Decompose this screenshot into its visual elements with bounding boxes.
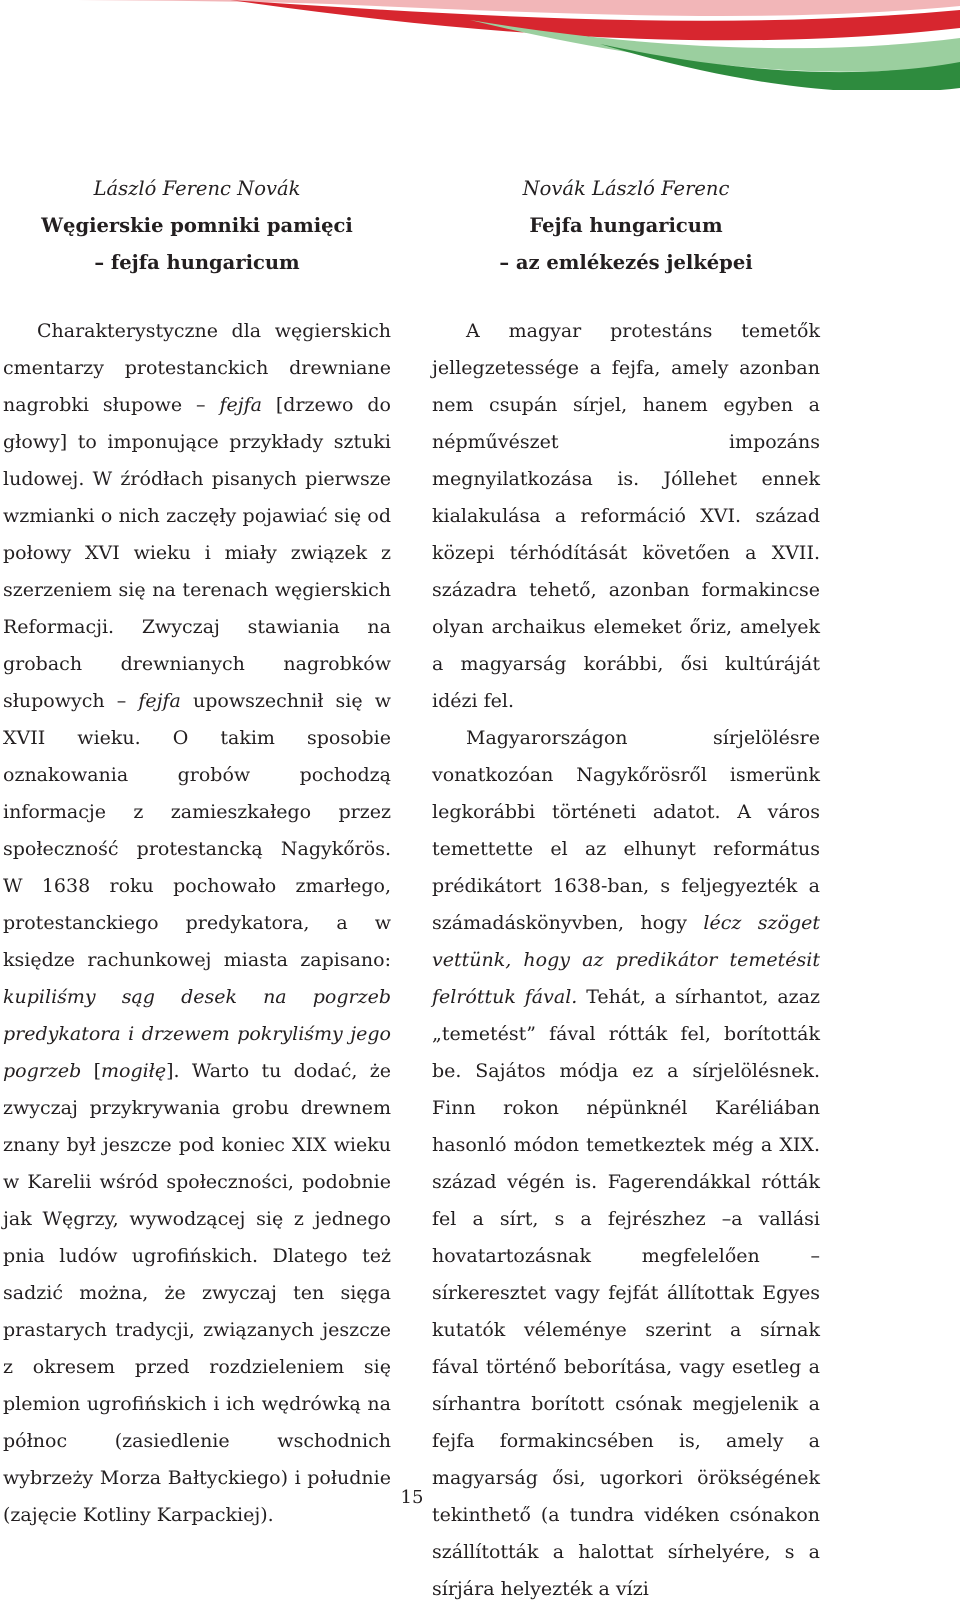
italic-phrase: lécz szöget vettünk, hogy az predikátor temetésit felróttuk fával. bbox=[432, 912, 820, 1008]
title-polish-line2: – fejfa hungaricum bbox=[94, 251, 300, 274]
author-name-hungarian: Novák László Ferenc bbox=[522, 177, 730, 200]
hungarian-text-column bbox=[432, 313, 820, 1608]
text-run: [drzewo do głowy] to imponujące przykłady sztuki ludowej. W źródłach pisanych pierwsze wzmianki o nich zaczęły pojawiać się od połowy XVI wieku i miały związek z szerzeniem się na terenach węgierskich Reformacji. Zwyczaj stawiania na grobach drewnianych nagrobków słupowych – bbox=[3, 394, 391, 712]
polish-text-column bbox=[3, 313, 391, 1534]
italic-phrase: mogiłę bbox=[100, 1060, 167, 1082]
hungarian-flag-ribbon bbox=[0, 0, 960, 90]
header-polish bbox=[0, 170, 394, 281]
text-run: upowszechnił się w XVII wieku. O takim sposobie oznakowania grobów pochodzą informacje z zamieszkałego przez społeczność protestancką Nagykőrös. W 1638 roku pochowało zmarłego, protestanckiego predykatora, a w księdze rachunkowej miasta zapisano: bbox=[3, 690, 391, 971]
hungarian-paragraph-1 bbox=[432, 313, 820, 720]
text-run: ]. Warto tu dodać, że zwyczaj przykrywania grobu drewnem znany był jeszcze pod koniec XIX wieku w Karelii wśród społeczności, podobnie jak Węgrzy, wywodzącej się z jednego pnia ludów ugrofińskich. Dlatego też sadzić można, że zwyczaj ten sięga prastarych tradycji, związanych jeszcze z okresem przed rozdzieleniem się plemion ugrofińskich i ich wędrówką na północ (zasiedlenie wschodnich wybrzeży Morza Bałtyckiego) i południe (zajęcie Kotliny Karpackiej). bbox=[3, 1060, 392, 1526]
header-hungarian bbox=[432, 170, 820, 281]
title-hungarian-line1: Fejfa hungaricum bbox=[529, 214, 723, 237]
polish-paragraph bbox=[3, 313, 391, 1534]
text-run: Charakterystyczne dla węgierskich cmentarzy protestanckich drewniane nagrobki słupowe – bbox=[3, 320, 391, 416]
text-run: [ bbox=[81, 1060, 101, 1082]
italic-phrase: kupiliśmy sąg desek na pogrzeb predykatora i drzewem pokryliśmy jego pogrzeb bbox=[3, 986, 391, 1082]
title-hungarian-line2: – az emlékezés jelképei bbox=[499, 251, 753, 274]
page-number: 15 bbox=[400, 1487, 424, 1508]
text-run: A magyar protestáns temetők jellegzetessége a fejfa, amely azonban nem csupán sírjel, hanem egyben a népművészet impozáns megnyilatkozása is. Jóllehet ennek kialakulása a reformáció XVI. század közepi térhódítását követően a XVII. századra tehető, azonban formakincse olyan archaikus elemeket őriz, amelyek a magyarság korábbi, ősi kultúráját idézi fel. bbox=[432, 320, 820, 712]
italic-phrase: fejfa bbox=[219, 394, 262, 416]
author-name-polish: László Ferenc Novák bbox=[93, 177, 301, 200]
text-run: Tehát, a sírhantot, azaz „temetést” fával rótták fel, borították be. Sajátos módja ez a sírjelölésnek. Finn rokon népünknél Karéliában hasonló módon temetkeztek még a XIX. század végén is. Fagerendákkal rótták fel a sírt, s a fejrészhez –a vallási hovatartozásnak megfelelően – sírkeresztet vagy fejfát állítottak Egyes kutatók véleménye szerint a sírnak fával történő beborítása, vagy esetleg a sírhantra borított csónak megjelenik a fejfa formakincsében is, amely a magyarság ősi, ugorkori örökségének tekinthető (a tundra vidéken csónakon szállították a halottat sírhelyére, s a sírjára helyezték a vízi bbox=[432, 986, 820, 1600]
italic-phrase: fejfa bbox=[138, 690, 181, 712]
title-polish-line1: Węgierskie pomniki pamięci bbox=[41, 214, 353, 237]
text-run: Magyarországon sírjelölésre vonatkozóan Nagykőrösről ismerünk legkorábbi történeti adatot. A város temettette el az elhunyt református prédikátort 1638-ban, s feljegyezték a számadáskönyvben, hogy bbox=[432, 727, 820, 934]
hungarian-paragraph-2 bbox=[432, 720, 820, 1608]
